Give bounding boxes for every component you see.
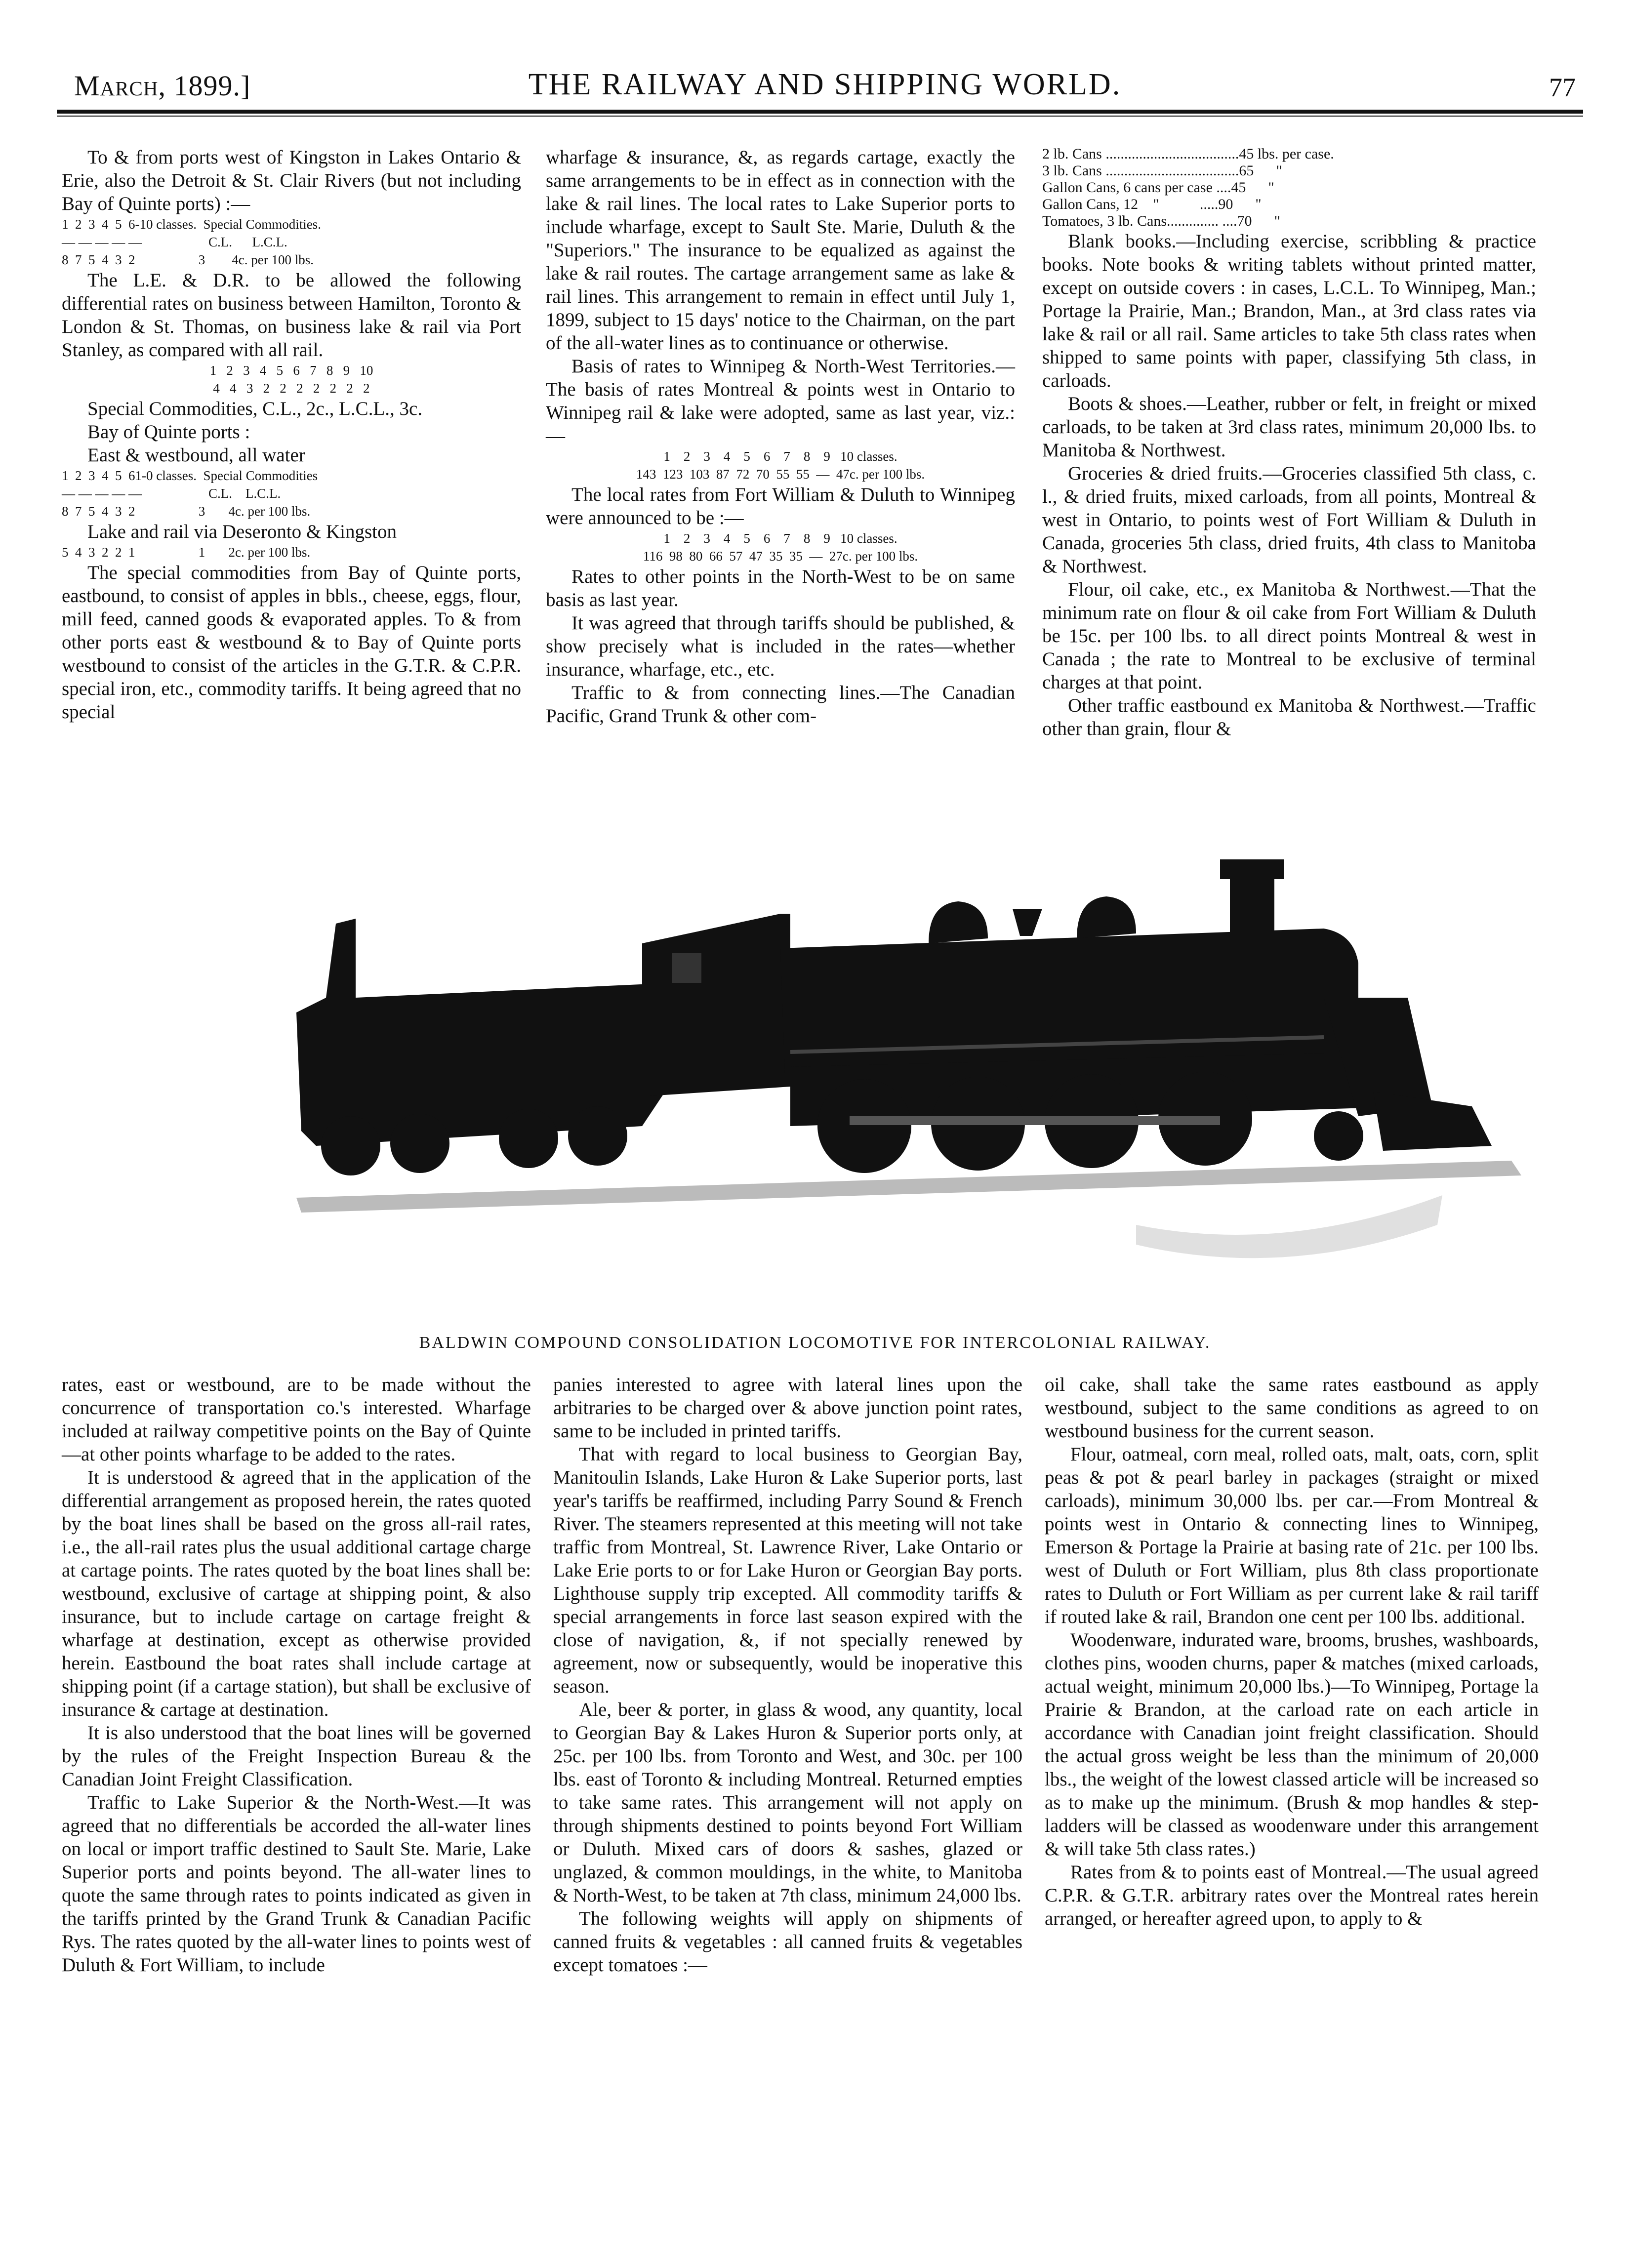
paragraph: rates, east or westbound, are to be made without the concurrence of transportation co.'s interested. Wharfage included at railway competitive points on the Bay of Quinte—at other points wharfage to be added to the rates. (62, 1374, 531, 1465)
paragraph: Basis of rates to Winnipeg & North-West Territories.—The basis of rates Montreal & points west in Ontario to Winnipeg rail & lake were adopted, same as last year, viz.:— (546, 356, 1015, 446)
paragraph: Traffic to & from connecting lines.—The Canadian Pacific, Grand Trunk & other com- (546, 682, 1015, 727)
paragraph: Bay of Quinte ports : (87, 421, 250, 443)
locomotive-illustration (296, 850, 1531, 1319)
locomotive-icon (296, 850, 1531, 1319)
paragraph: Groceries & dried fruits.—Groceries classified 5th class, c. l., & dried fruits, mixed carloads, from all points, Montreal & west in Ontario, to points west of Fort William & Duluth in Canada, groceries 5th class, dried fruits, 4th class to Manitoba & Northwest. (1042, 463, 1536, 577)
paragraph: The L.E. & D.R. to be allowed the following differential rates on business between Hamilton, Toronto & London & St. Thomas, on business lake & rail via Port Stanley, as compared with all rail. (62, 270, 521, 361)
cans-weight-row: Gallon Cans, 6 cans per case ....45 " (1042, 179, 1274, 196)
column-4 (62, 1373, 531, 1977)
rate-table-header: 1 2 3 4 5 6-10 classes. Special Commodities. (62, 217, 321, 232)
paragraph: wharfage & insurance, &, as regards cartage, exactly the same arrangements to be in effect as in connection with the lake & rail lines. The local rates to Lake Superior ports to include wharfage, except to Sault Ste. Marie, Duluth & the "Superiors." The insurance to be equalized as against the lake & rail routes. The cartage arrangement same as lake & rail lines. This arrangement to remain in effect until July 1, 1899, subject to 15 days' notice to the Chairman, on the part of the all-water lines as to continuance or otherwise. (546, 147, 1015, 354)
column-5 (553, 1373, 1022, 1977)
paragraph: East & westbound, all water (87, 445, 305, 466)
page-number: 77 (1549, 73, 1576, 102)
paragraph: That with regard to local business to Georgian Bay, Manitoulin Islands, Lake Huron & Lake Superior ports, last year's tariffs be reaffirmed, including Parry Sound & French River. The steamers represented at this meeting will not take traffic from Montreal, St. Lawrence River, Lake Ontario or Lake Erie ports to or for Lake Huron or Georgian Bay ports. Lighthouse supply trip excepted. All commodity tariffs & special arrangements in force last season expired with the close of navigation, &, if not specially renewed by agreement, now or subsequently, would be inoperative this season. (553, 1444, 1022, 1697)
paragraph: Rates from & to points east of Montreal.—The usual agreed C.P.R. & G.T.R. arbitrary rates over the Montreal rates herein arranged, or hereafter agreed upon, to apply to & (1045, 1862, 1539, 1929)
cans-weight-row: Gallon Cans, 12 " .....90 " (1042, 196, 1262, 212)
paragraph: Boots & shoes.—Leather, rubber or felt, in freight or mixed carloads, to be taken at 3rd class rates, minimum 20,000 lbs. to Manitoba & Northwest. (1042, 393, 1536, 461)
paragraph: Traffic to Lake Superior & the North-West.—It was agreed that no differentials be accorded the all-water lines on local or import traffic destined to Sault Ste. Marie, Lake Superior ports and points beyond. The all-water lines to quote the same through rates to points indicated as given in the tariffs printed by the Grand Trunk & Canadian Pacific Rys. The rates quoted by the all-water lines to points west of Duluth & Fort William, to include (62, 1792, 531, 1976)
paragraph: Other traffic eastbound ex Manitoba & Northwest.—Traffic other than grain, flour & (1042, 695, 1536, 739)
rate-table-header: 1 2 3 4 5 6 7 8 9 10 (209, 363, 373, 378)
rate-table-values: 5 4 3 2 2 1 1 2c. per 100 lbs. (62, 545, 311, 560)
column-3 (1042, 146, 1536, 740)
paragraph: panies interested to agree with lateral lines upon the arbitraries to be charged over & above junction point rates, same to be included in printed tariffs. (553, 1374, 1022, 1442)
paragraph: Woodenware, indurated ware, brooms, brushes, washboards, clothes pins, wooden churns, paper & matches (mixed carloads, actual weight, minimum 20,000 lbs.)—To Winnipeg, Portage la Prairie & Brandon, at the carload rate on each article in accordance with Canadian joint freight classification. Should the actual gross weight be less than the minimum of 20,000 lbs., the weight of the lowest classed article will be increased so as to make up the minimum. (Brush & mop handles & step-ladders will be classed as woodenware under this arrangement & will take 5th class rates.) (1045, 1629, 1539, 1860)
paragraph: To & from ports west of Kingston in Lakes Ontario & Erie, also the Detroit & St. Clair Rivers (but not including Bay of Quinte ports) :— (62, 147, 521, 214)
paragraph: Rates to other points in the North-West to be on same basis as last year. (546, 566, 1015, 610)
paragraph: oil cake, shall take the same rates eastbound as apply westbound, subject to the same conditions as agreed to on westbound business for the current season. (1045, 1374, 1539, 1442)
issue-date: March, 1899.] (74, 70, 251, 102)
paragraph: Special Commodities, C.L., 2c., L.C.L., 3c. (87, 398, 423, 419)
column-6 (1045, 1373, 1539, 1930)
cans-weight-row: 3 lb. Cans ....................................65 " (1042, 162, 1282, 179)
paragraph: It is also understood that the boat lines will be governed by the rules of the Freight Inspection Bureau & the Canadian Joint Freight Classification. (62, 1722, 531, 1790)
rate-table-values: 143 123 103 87 72 70 55 55 — 47c. per 100 lbs. (636, 467, 925, 482)
paragraph: The special commodities from Bay of Quinte ports, eastbound, to consist of apples in bbls., cheese, eggs, flour, mill feed, canned goods & evaporated apples. To & from other ports east & westbound & to Bay of Quinte ports westbound to consist of the articles in the G.T.R. & C.P.R. special iron, etc., commodity tariffs. It being agreed that no special (62, 562, 521, 723)
cans-weight-row: 2 lb. Cans ....................................45 lbs. per case. (1042, 146, 1334, 162)
page-header (74, 59, 1576, 114)
rate-table-subheader: — — — — — C.L. L.C.L. (62, 235, 287, 249)
header-rule-thin (57, 116, 1583, 117)
paragraph: It is understood & agreed that in the application of the differential arrangement as proposed herein, the rates quoted by the boat lines shall be based on the gross all-rail rates, i.e., the all-rail rates plus the usual additional cartage charge at cartage points. The rates quoted by the boat lines shall be: westbound, exclusive of cartage at shipping point, & also insurance, but to include cartage on cartage freight & wharfage at destination, except as otherwise provided herein. Eastbound the boat rates shall include cartage at shipping point (if a cartage station), but shall be exclusive of insurance & cartage at destination. (62, 1467, 531, 1720)
paragraph: Ale, beer & porter, in glass & wood, any quantity, local to Georgian Bay & Lakes Huron & Superior ports only, at 25c. per 100 lbs. from Toronto and West, and 30c. per 100 lbs. east of Toronto & including Montreal. Returned empties to take same rates. This arrangement will not apply on through shipments destined to points beyond Fort William or Duluth. Mixed cars of doors & sashes, glazed or unglazed, & common mouldings, in the white, to Manitoba & North-West, to be taken at 7th class, minimum 24,000 lbs. (553, 1699, 1022, 1906)
rate-table-values: 8 7 5 4 3 2 3 4c. per 100 lbs. (62, 504, 311, 519)
publication-title: THE RAILWAY AND SHIPPING WORLD. (528, 68, 1122, 101)
column-2 (546, 146, 1015, 728)
rate-table-header: 1 2 3 4 5 61-0 classes. Special Commodities (62, 468, 318, 483)
paragraph: The local rates from Fort William & Duluth to Winnipeg were announced to be :— (546, 484, 1015, 528)
paragraph: The following weights will apply on shipments of canned fruits & vegetables : all canned fruits & vegetables except tomatoes :— (553, 1908, 1022, 1976)
paragraph: It was agreed that through tariffs should be published, & show precisely what is included in the rates—whether insurance, wharfage, etc., etc. (546, 612, 1015, 680)
rate-table-header: 1 2 3 4 5 6 7 8 9 10 classes. (663, 449, 897, 464)
rate-table-subheader: — — — — — C.L. L.C.L. (62, 486, 281, 501)
column-1 (62, 146, 521, 724)
paragraph: Lake and rail via Deseronto & Kingston (87, 521, 397, 542)
header-rule (57, 110, 1583, 114)
rate-table-values: 4 4 3 2 2 2 2 2 2 2 (213, 381, 370, 396)
cans-weight-row: Tomatoes, 3 lb. Cans.............. ....70 " (1042, 213, 1280, 229)
paragraph: Flour, oatmeal, corn meal, rolled oats, malt, oats, corn, split peas & pot & pearl barley in packages (straight or mixed carloads), minimum 30,000 lbs. per car.—From Montreal & points west in Ontario & connecting lines to Winnipeg, Emerson & Portage la Prairie at basing rate of 21c. per 100 lbs. west of Duluth or Fort William, plus 8th class proportionate rates to Duluth or Fort William as per current lake & rail tariff if routed lake & rail, Brandon one cent per 100 lbs. additional. (1045, 1444, 1539, 1627)
paragraph: Blank books.—Including exercise, scribbling & practice books. Note books & writing tablets without printed matter, except on outside covers : in cases, L.C.L. To Winnipeg, Man.; Portage la Prairie, Man.; Brandon, Man., at 3rd class rates via lake & rail or all rail. Same articles to take 5th class rates when shipped to same points with paper, classifying 5th class, in carloads. (1042, 231, 1536, 391)
rate-table-values: 8 7 5 4 3 2 3 4c. per 100 lbs. (62, 252, 314, 267)
rate-table-values: 116 98 80 66 57 47 35 35 — 27c. per 100 lbs. (643, 549, 918, 564)
rate-table-header: 1 2 3 4 5 6 7 8 9 10 classes. (663, 531, 897, 546)
figure-caption: BALDWIN COMPOUND CONSOLIDATION LOCOMOTIVE FOR INTERCOLONIAL RAILWAY. (419, 1334, 1211, 1352)
paragraph: Flour, oil cake, etc., ex Manitoba & Northwest.—That the minimum rate on flour & oil cake from Fort William & Duluth be 15c. per 100 lbs. to all direct points Montreal & west in Canada ; the rate to Montreal to be exclusive of terminal charges at that point. (1042, 579, 1536, 693)
